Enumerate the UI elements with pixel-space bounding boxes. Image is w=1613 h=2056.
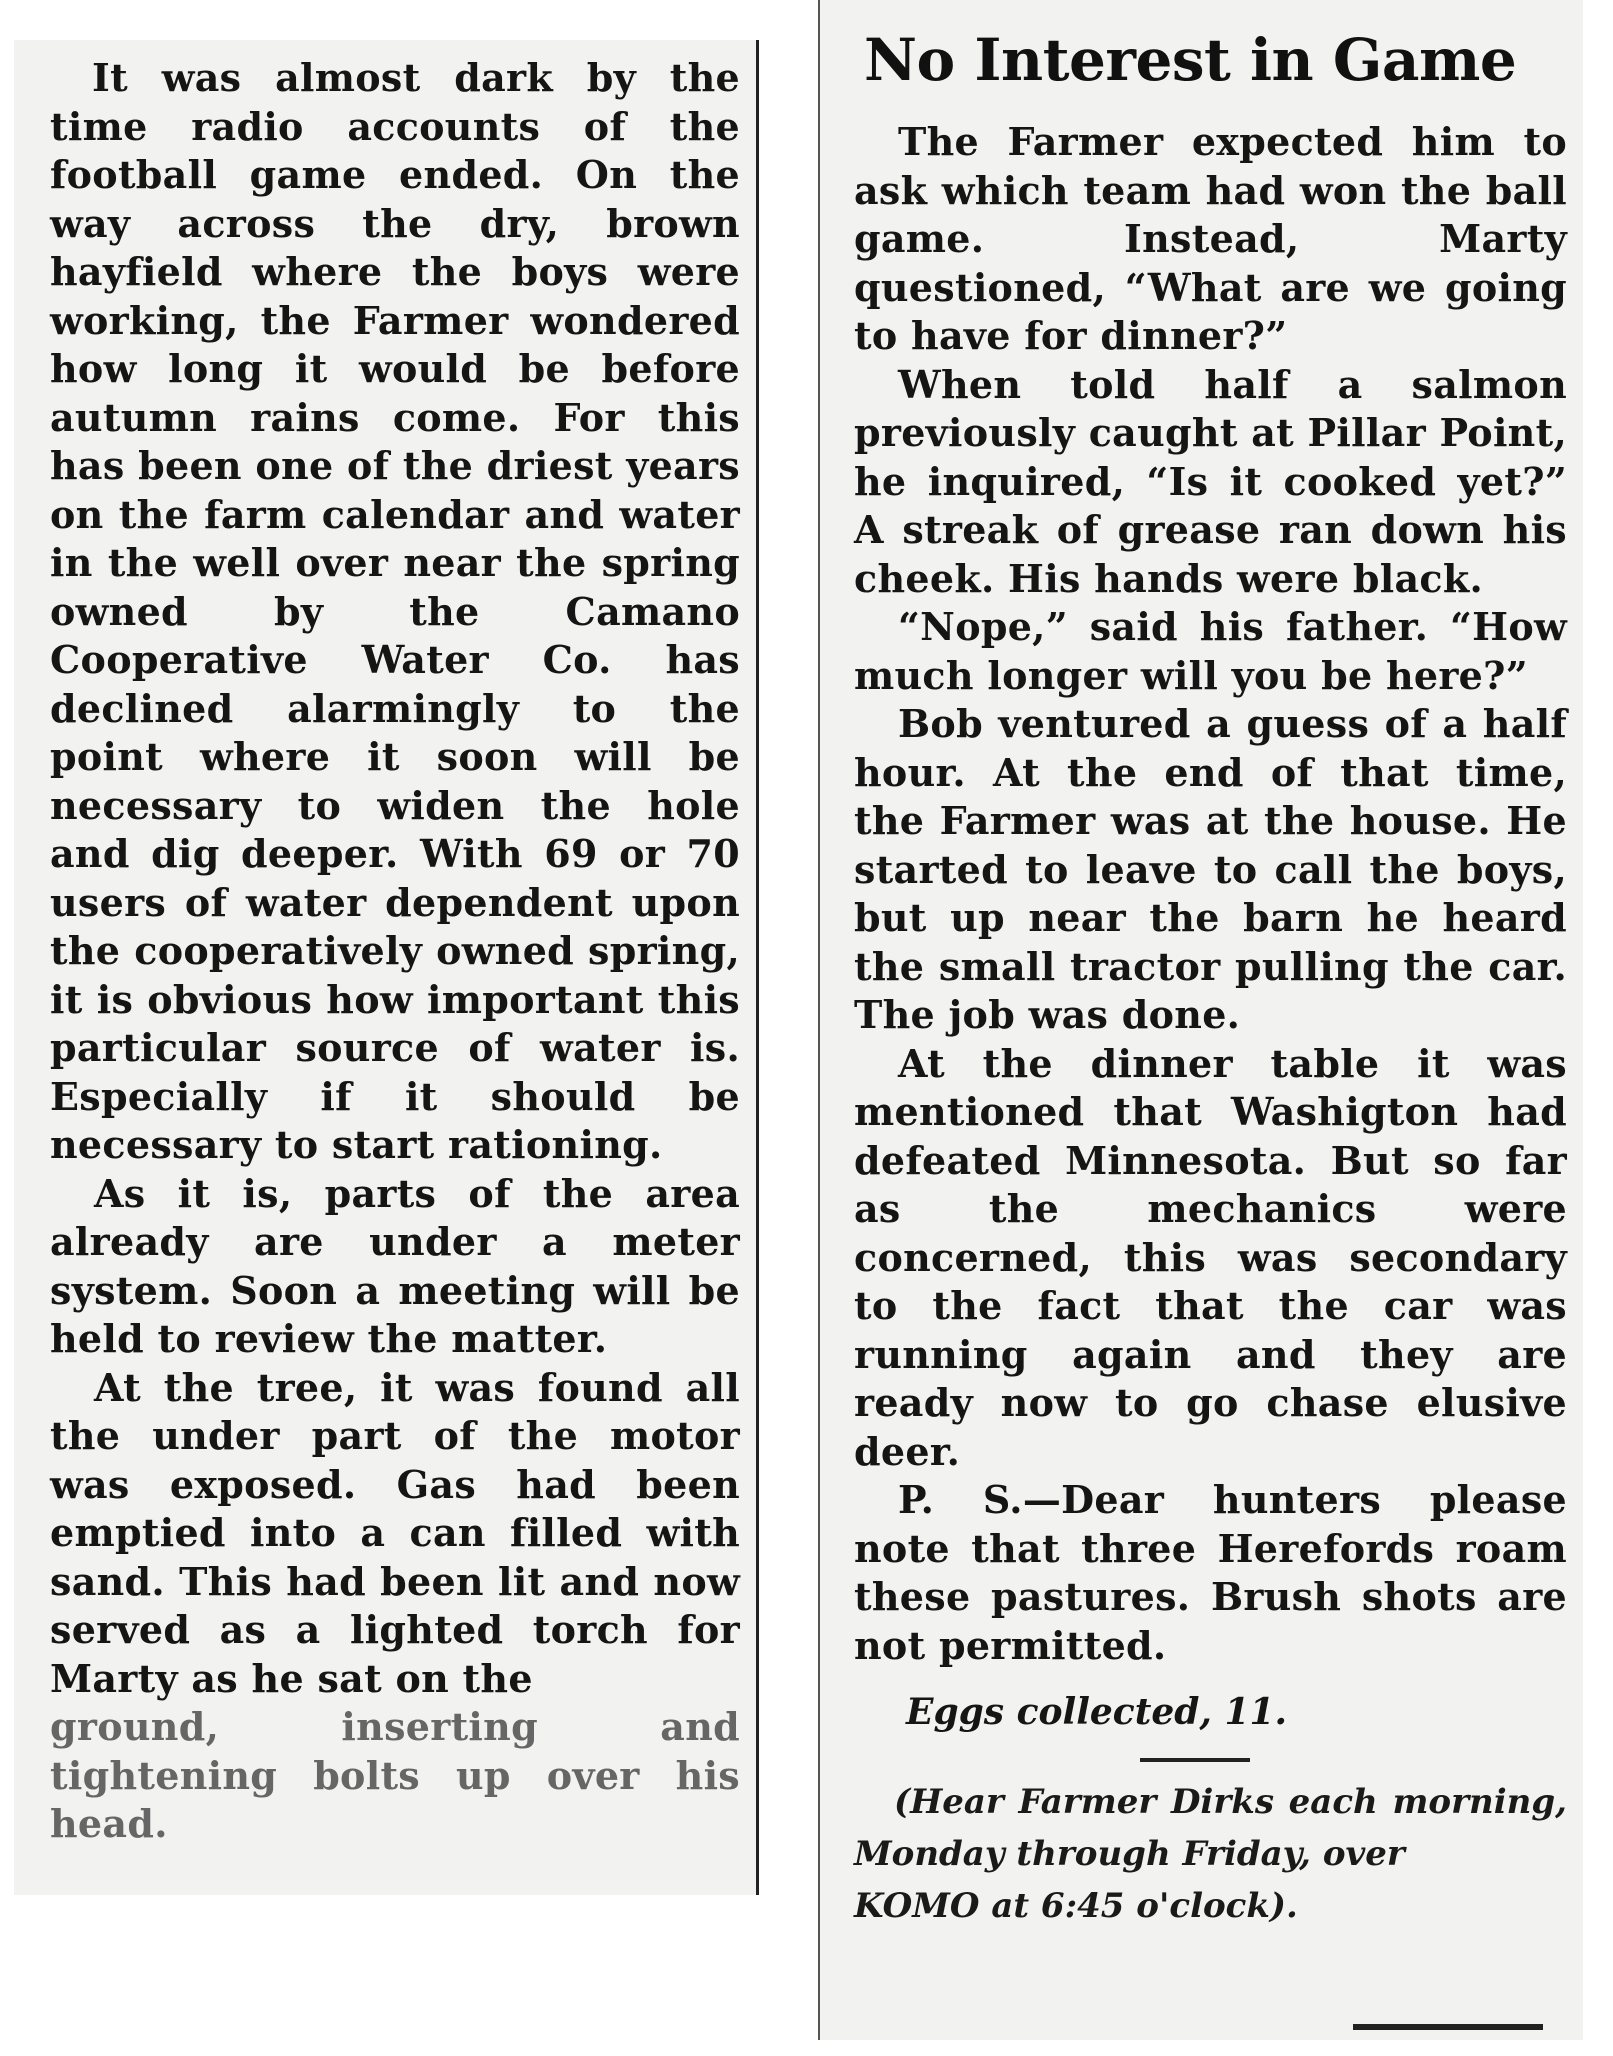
paragraph: As it is, parts of the area already are under a meter system. Soon a meeting will be held to review the matter.: [50, 1170, 740, 1361]
right-column-clipping: [818, 0, 1583, 2040]
headline: No Interest in Game: [864, 26, 1517, 94]
footer-line: (Hear Farmer Dirks each morning, Monday through Friday, over: [854, 1782, 1567, 1874]
paragraph: At the dinner table it was mentioned that Washigton had defeated Minnesota. But so far as the mechanics were concerned, this was secondary to the fact that the car was running again and they are ready now to go chase elusive deer.: [854, 1040, 1567, 1474]
broadcast-footer: [854, 1776, 1567, 1932]
paragraph: At the tree, it was found all the under part of the motor was exposed. Gas had been emptied into a can filled with sand. This had been lit and now served as a lighted torch for Marty as he sat on the: [50, 1364, 740, 1701]
right-column-text: [854, 118, 1567, 1670]
paragraph: Bob ventured a guess of a half hour. At the end of that time, the Farmer was at the house. He started to leave to call the boys, but up near the barn he heard the small tractor pulling the car. The job was done.: [854, 701, 1567, 1037]
left-column-clipping: [14, 40, 759, 1895]
bottom-rule: [1353, 2024, 1543, 2030]
footer-line: KOMO at 6:45 o'clock).: [854, 1886, 1298, 1926]
paragraph: It was almost dark by the time radio accounts of the football game ended. On the way across the dry, brown hayfield where the boys were working, the Farmer wondered how long it would be before autumn rains come. For this has been one of the driest years on the farm calendar and water in the well over near the spring owned by the Camano Cooperative Water Co. has declined alarmingly to the point where it soon will be necessary to widen the hole and dig deeper. With 69 or 70 users of water dependent upon the cooperatively owned spring, it is obvious how important this particular source of water is. Especially if it should be necessary to start rationing.: [50, 55, 740, 1167]
paragraph: “Nope,” said his father. “How much longer will you be here?”: [854, 604, 1567, 698]
paragraph: P. S.—Dear hunters please note that three Herefords roam these pastures. Brush shots are not permitted.: [854, 1477, 1567, 1668]
paragraph-continuation: ground, inserting and tightening bolts up over his head.: [50, 1704, 740, 1846]
divider-rule: [1140, 1758, 1250, 1762]
paragraph: The Farmer expected him to ask which team had won the ball game. Instead, Marty questioned, “What are we going to have for dinner?”: [854, 119, 1567, 358]
paragraph: When told half a salmon previously caught at Pillar Point, he inquired, “Is it cooked yet?” A streak of grease ran down his cheek. His hands were black.: [854, 361, 1567, 601]
eggs-collected-note: Eggs collected, 11.: [906, 1691, 1288, 1733]
left-column-text: [50, 54, 740, 1849]
